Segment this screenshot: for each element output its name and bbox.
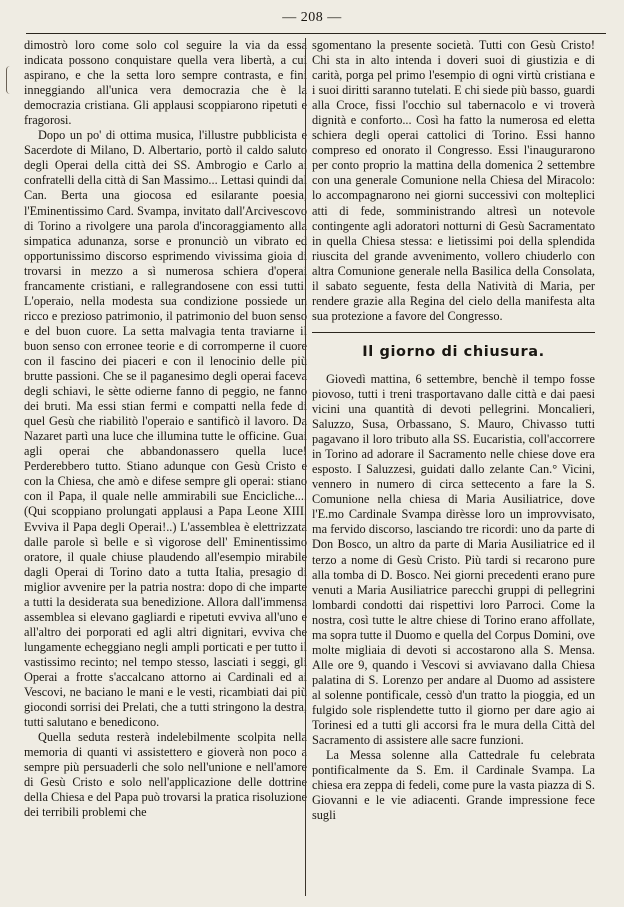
right-paragraph: Giovedì mattina, 6 settembre, benchè il tempo fosse piovoso, tutti i treni trasportavano dalle città e dai paesi vicini una quantità di devoti pellegrini. Moncalieri, Saluzzo, Susa, Orbassano, S. Mauro, Chivasso tutti pagavano il loro tributo alla SS. Eucaristia, coll'accorrere in Torino ad adorare il Sacramento nelle chiese dove era esposto. I Saluzzesi, guidati dallo zelante Can.° Vicini, vennero in numero di circa settecento a fare la S. Comunione nella chiesa di Maria Ausiliatrice, dove l'E.mo Cardinale Svampa dirèsse loro un improvvisato, ma fervido discorso, lasciando tre ricordi: uno da parte di Don Bosco, un altro da parte di Maria Ausiliatrice ed il terzo a nome di Gesù Cristo. Più tardi si recarono pure alla tomba di D. Bosco. Nei giorni precedenti erano pure venuti a Maria Ausiliatrice parecchi gruppi di pellegrini lombardi condotti dai rispettivi loro Parroci. Come la nostra, così tutte le altre chiese di Torino erano affollate, ma sopra tutte il Duomo e quella del Corpus Domini, ove molte migliaia di devoti si accostarono alla S. Mensa. Alle ore 9, quando i Vescovi si avviavano dalla Chiesa palatina di S. Lorenzo per andare al Duomo ad assistere al solenne pontificale, cessò d'un tratto la pioggia, ed un fulgido sole risplendette tutto il giorno per dare agio ai Torinesi ed a tutti gli accorsi fra le mura della Città del Sacramento di assistere alle sacre funzioni.: [312, 371, 595, 748]
section-rule: [312, 332, 595, 333]
right-paragraph: sgomentano la presente società. Tutti con Gesù Cristo! Chi sta in alto intenda i doveri suoi di giustizia e di carità, porga pel primo l'esempio di ogni virtù cristiana e i suoi diritti saranno tutelati. E chi siede più basso, guardi alla Croce, fissi l'occhio sul tabernacolo e vi troverà dignità e conforto... Così ha fatto la numerosa ed eletta schiera degli operai cattolici di Torino. Essi hanno compreso ed onorato il Congresso. Essi l'inaugurarono per conto proprio la mattina della domenica 2 settembre con una generale Comunione nella Chiesa del Miracolo: lo accompagnarono nei giorni successivi con molteplici atti di fede, somministrando altresì un notevole contingente agli adoratori notturni di Gesù Sacramentato in quella Chiesa stessa: e lietissimi poi della splendida riuscita del grande avvenimento, vollero chiuderlo con altra Comunione generale nella Basilica della Consolata, il sabato seguente, festa della Natività di Maria, per rendere grazie alla Regina del cielo della manifesta alta sua protezione a favore del Congresso.: [312, 38, 595, 323]
right-column: [312, 38, 595, 823]
right-paragraph: La Messa solenne alla Cattedrale fu celebrata pontificalmente da S. Em. il Cardinale Svampa. La chiesa era zeppa di fedeli, come pure la vasta piazza di S. Giovanni e le vie adiacenti. Grande impressione fece sugli: [312, 748, 595, 823]
section-title: Il giorno di chiusura.: [362, 343, 545, 360]
margin-bracket: [6, 66, 13, 94]
left-column: [24, 38, 307, 820]
left-paragraph: Dopo un po' di ottima musica, l'illustre pubblicista e Sacerdote di Milano, D. Albertario, portò il caldo saluto degli Operai della città dei SS. Ambrogio e Carlo ai confratelli della città di San Massimo... Lettasi quindi dal Can. Berta una giocosa ed esilarante poesia, l'Eminentissimo Card. Svampa, invitato dall'Arcivescovo di Torino a rivolgere una parola d'incoraggiamento alla simpatica adunanza, sorse e pronunciò un vibrato ed opportunissimo discorso esprimendo vivissima gioia di trovarsi in mezzo a sì numerosa schiera d'operai francamente cristiani, e rallegrandosene con essi tutti. L'operaio, nella modesta sua condizione possiede un ricco e prezioso patrimonio, il patrimonio del buon senso e del buon cuore. La setta malvagia tenta traviarne il buon senso con erronee teorie e di corromperne il cuore con il fascino dei piaceri e con il lenocinio delle più brutte passioni. Che se il paganesimo degli operai faceva degli schiavi, le sètte odierne fanno di peggio, ne fanno dei bruti. Ma essi stian fermi e compatti nella fede di quel Gesù che riabilitò l'operaio e santificò il lavoro. Da Nazaret partì una luce che illumina tutte le officine. Guai agli operai che abbandonassero quella luce! Perderebbero tutto. Stiano adunque con Gesù Cristo e con la Chiesa, che amò e difese sempre gli operai: stiano con il Papa, il quale nelle ammirabili sue Encicliche.... (Qui scoppiano prolungati applausi a Papa Leone XIII. Evviva il Papa degli Operai!..) L'assemblea è elettrizzata dalle parole sì belle e sì vigorose dell' Eminentissimo oratore, il quale chiuse plaudendo all'esempio mirabile dagli Operai di Torino dato a tutta Italia, presagio di miglior avvenire per la patria nostra: dopo di che imparte a tutti la desiderata sua benedizione. Allora dall'immensa assemblea si elevano gagliardi e ripetuti evviva all'uno e all'altro dei porporati ed agli altri dignitari, evviva che lungamente echeggiano negli ampli porticati e per tutto il vastissimo recinto; nel tempo stesso, lasciati i seggi, gli Operai a frotte s'accalcano attorno ai Cardinali ed ai Vescovi, ne baciano le mani e le vesti, ricambiati dai più giocondi sorrisi dei Prelati, che a tutti stringono la destra, tutti salutano e benedicono.: [24, 128, 307, 730]
page-number: — 208 —: [282, 10, 342, 25]
left-paragraph: dimostrò loro come solo col seguire la via da essa indicata possono conquistare quella vera libertà, a cui aspirano, e che la setta loro sempre contrasta, e fini inneggiando all'unica vera democrazia che è la democrazia cristiana. Gli applausi scoppiarono ripetuti e fragorosi.: [24, 38, 307, 128]
column-divider: [305, 38, 306, 896]
header-rule: [26, 33, 606, 34]
left-paragraph: Quella seduta resterà indelebilmente scolpita nella memoria di quanti vi assistettero e gioverà non poco a sempre più persuaderli che solo nell'unione e nell'amore di Gesù Cristo e solo nell'applicazione delle dottrine della Chiesa e del Papa può trovarsi la pratica risoluzione dei terribili problemi che: [24, 730, 307, 820]
